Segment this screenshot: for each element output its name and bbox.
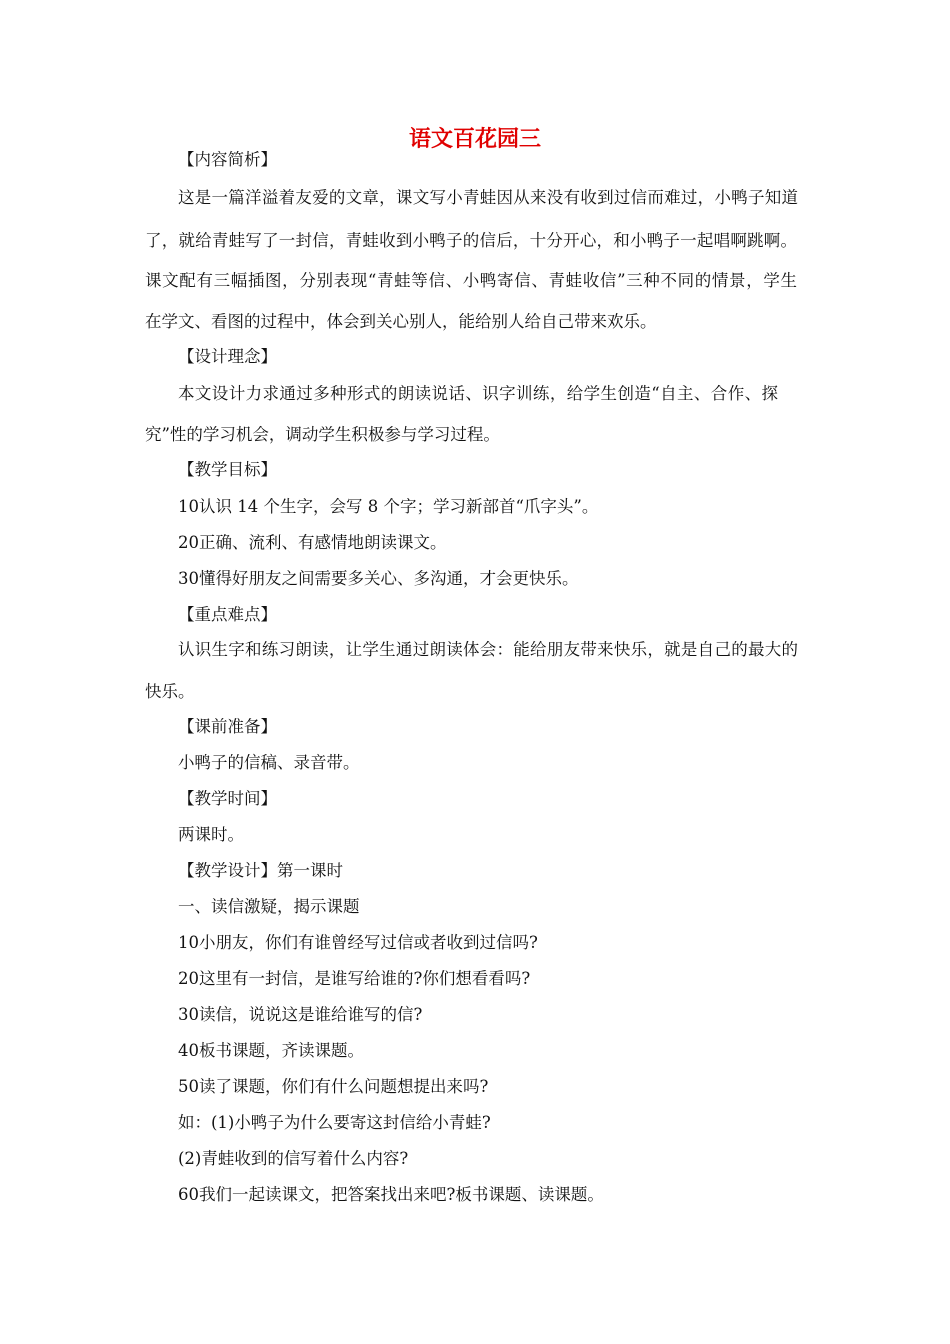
section-heading-summary: 【内容简析】 [178, 150, 277, 169]
concept-line: 究”性的学习机会，调动学生积极参与学习过程。 [145, 425, 500, 444]
concept-line: 本文设计力求通过多种形式的朗读说话、识字训练，给学生创造“自主、合作、探 [178, 384, 778, 403]
key-points-line: 快乐。 [145, 682, 195, 701]
section-heading-design: 【教学设计】第一课时 [178, 861, 343, 880]
design-item: 20这里有一封信，是谁写给谁的?你们想看看吗? [178, 969, 531, 988]
goal-item: 20正确、流利、有感情地朗读课文。 [178, 533, 447, 552]
design-step-title: 一、读信激疑，揭示课题 [178, 897, 360, 916]
document-title: 语文百花园三 [408, 127, 541, 152]
design-item: 30读信，说说这是谁给谁写的信? [178, 1005, 423, 1024]
key-points-line: 认识生字和练习朗读，让学生通过朗读体会：能给朋友带来快乐，就是自己的最大的 [178, 640, 798, 659]
section-heading-time: 【教学时间】 [178, 789, 277, 808]
section-heading-concept: 【设计理念】 [178, 347, 277, 366]
summary-line: 在学文、看图的过程中，体会到关心别人，能给别人给自己带来欢乐。 [145, 312, 657, 331]
summary-line: 课文配有三幅插图，分别表现“青蛙等信、小鸭寄信、青蛙收信”三种不同的情景，学生 [145, 271, 797, 290]
section-heading-key-points: 【重点难点】 [178, 605, 277, 624]
design-item: 50读了课题，你们有什么问题想提出来吗? [178, 1077, 489, 1096]
preparation-text: 小鸭子的信稿、录音带。 [178, 753, 360, 772]
goal-item: 10认识 14 个生字，会写 8 个字；学习新部首“爪字头”。 [178, 497, 599, 516]
section-heading-preparation: 【课前准备】 [178, 717, 277, 736]
design-item: 如：(1)小鸭子为什么要寄这封信给小青蛙? [178, 1113, 491, 1132]
design-item: 10小朋友，你们有谁曾经写过信或者收到过信吗? [178, 933, 538, 952]
summary-line: 了，就给青蛙写了一封信，青蛙收到小鸭子的信后，十分开心，和小鸭子一起唱啊跳啊。 [145, 231, 797, 250]
design-item: 60我们一起读课文，把答案找出来吧?板书课题、读课题。 [178, 1185, 604, 1204]
time-text: 两课时。 [178, 825, 244, 844]
design-item: 40板书课题，齐读课题。 [178, 1041, 364, 1060]
goal-item: 30懂得好朋友之间需要多关心、多沟通，才会更快乐。 [178, 569, 579, 588]
design-item: (2)青蛙收到的信写着什么内容? [178, 1149, 409, 1168]
section-heading-goals: 【教学目标】 [178, 460, 277, 479]
summary-line: 这是一篇洋溢着友爱的文章，课文写小青蛙因从来没有收到过信而难过，小鸭子知道 [178, 188, 798, 207]
